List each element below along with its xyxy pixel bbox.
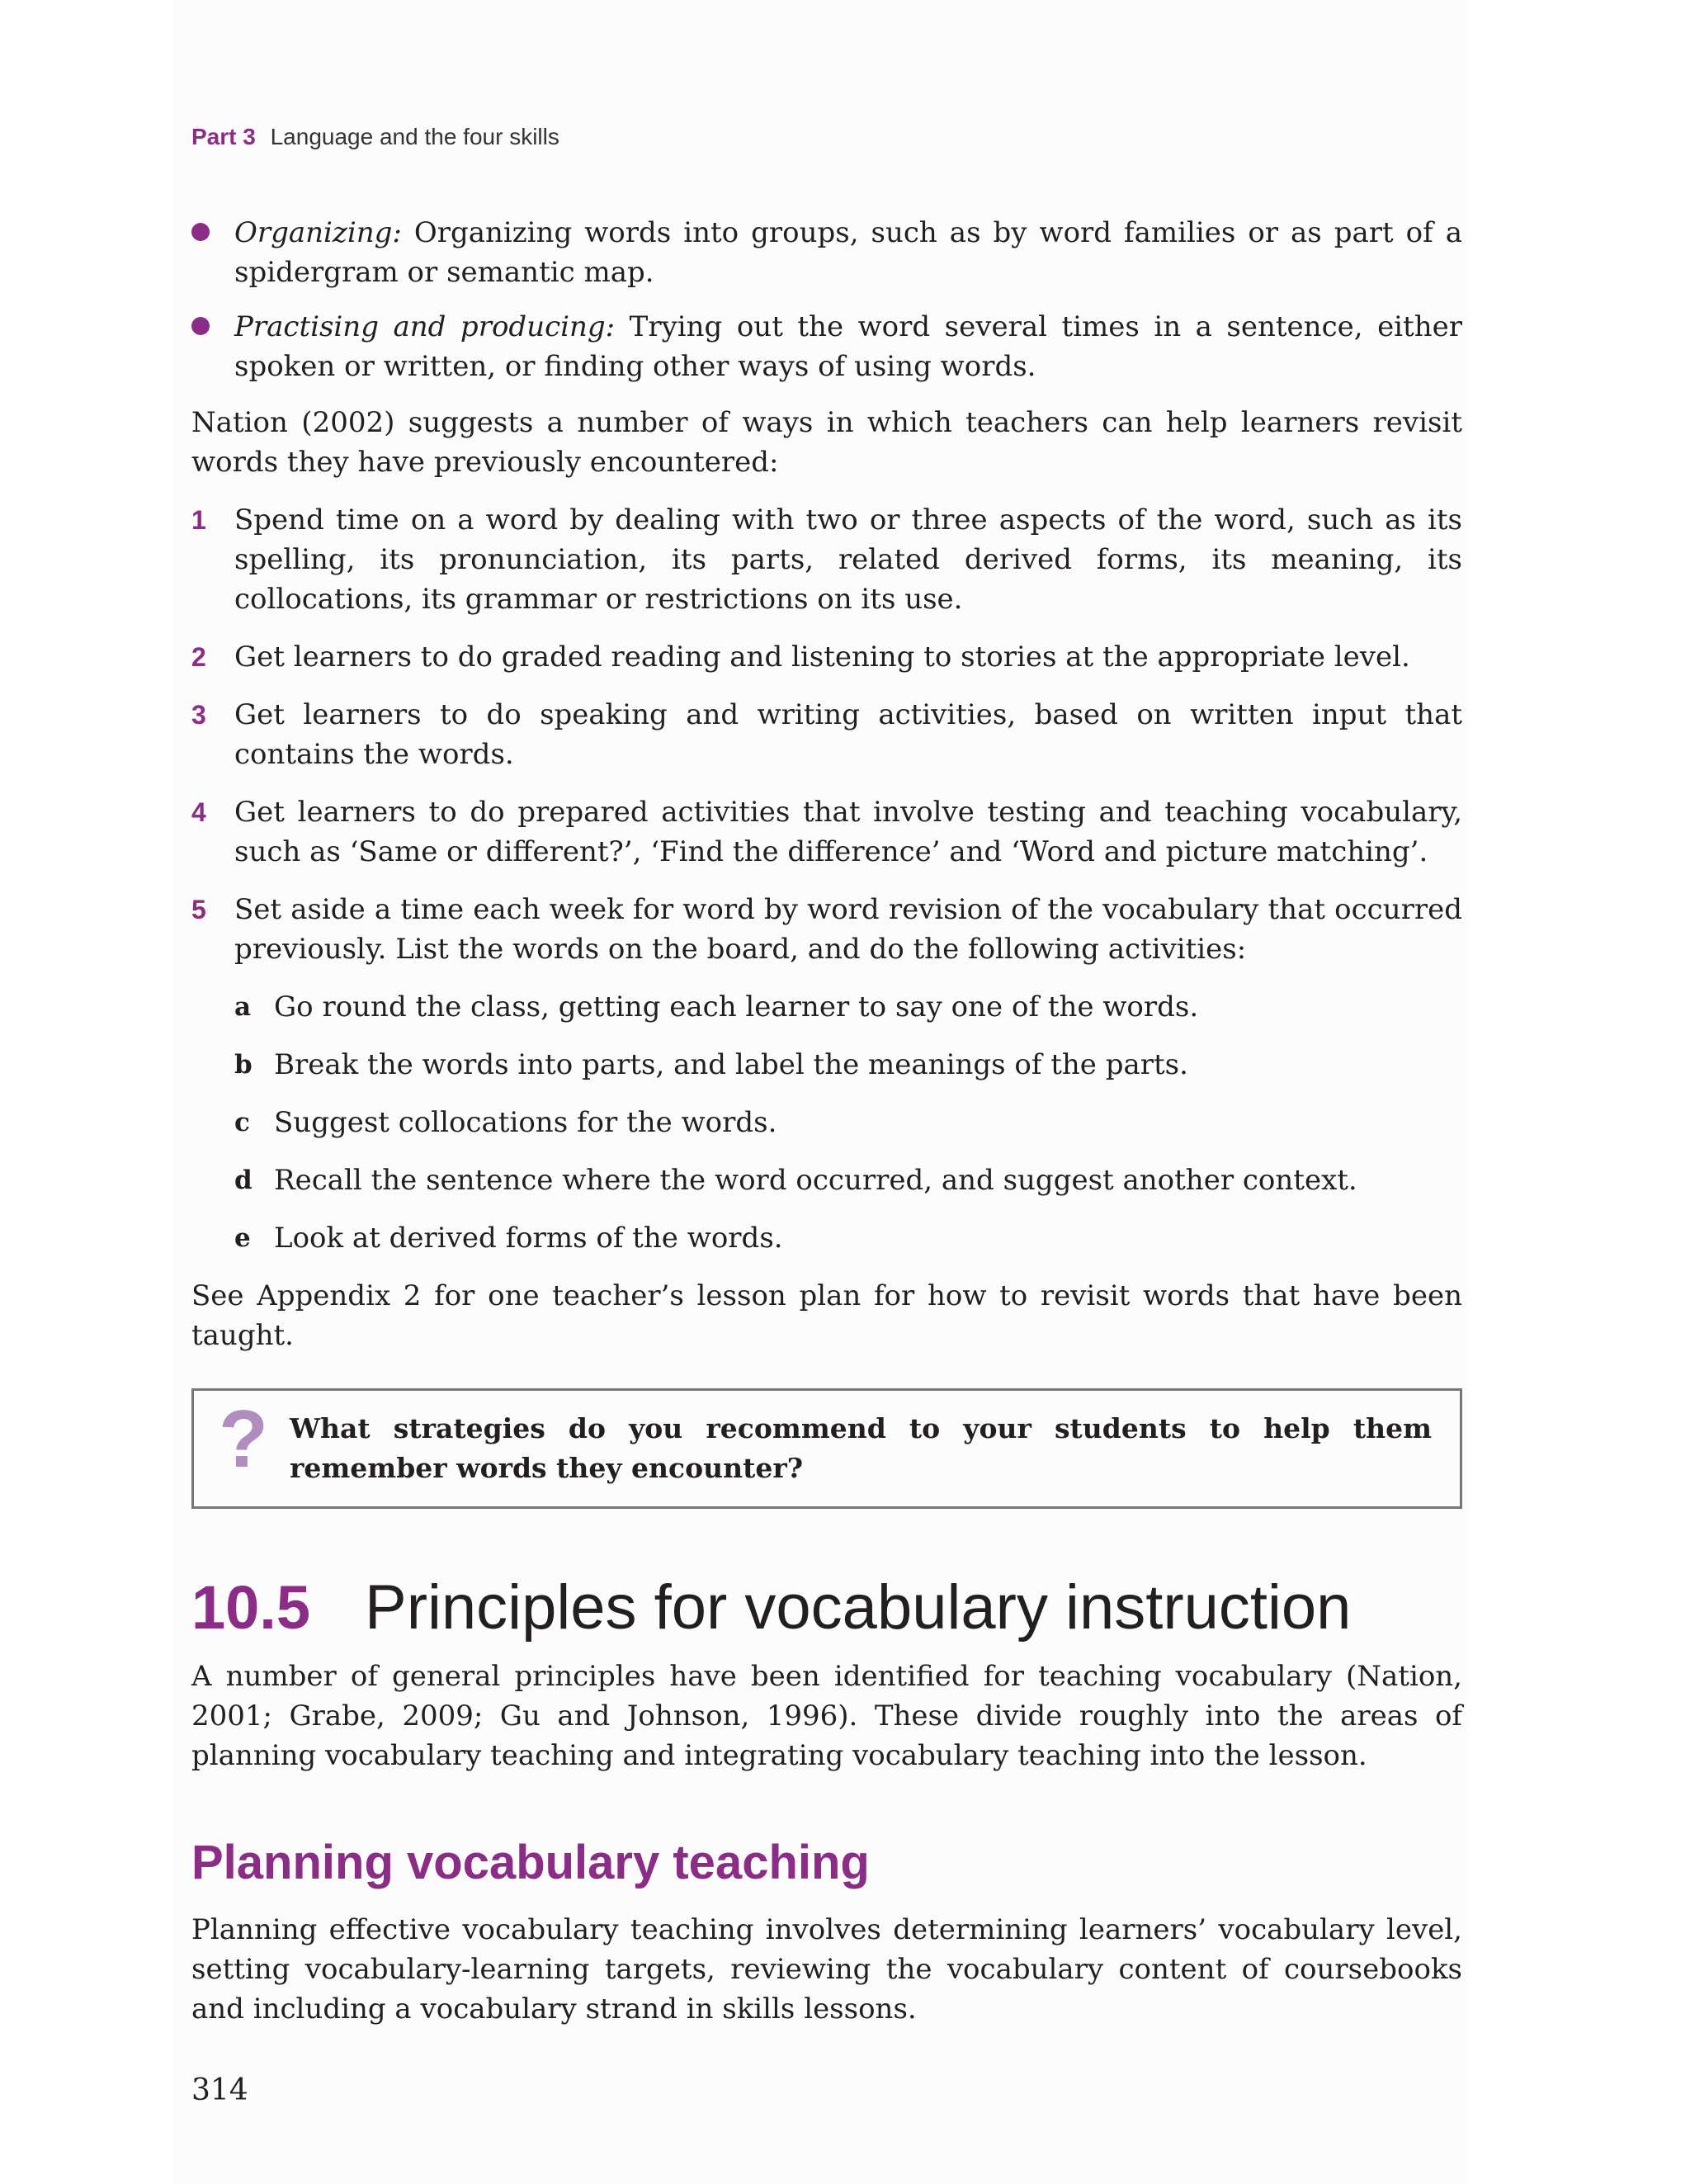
item-number: 1 <box>191 505 206 535</box>
numbered-item <box>191 637 1462 677</box>
section-paragraph: A number of general principles have been identified for teaching vocabulary (Nation, 2001; Grabe, 2009; Gu and Johnson, 1996). These divide roughly into the areas of planning vocabulary teaching and integrating vocabulary teaching into the lesson. <box>191 1660 1462 1772</box>
sub-item <box>234 1218 1462 1258</box>
subsection-heading: Planning vocabulary teaching <box>191 1836 870 1889</box>
section-number: 10.5 <box>191 1573 311 1642</box>
page-number: 314 <box>191 2073 248 2107</box>
bullet-item <box>191 213 1462 292</box>
sub-item-text: Suggest collocations for the words. <box>274 1106 777 1139</box>
revision-activity-list <box>234 987 1462 1258</box>
sub-item <box>234 1161 1462 1200</box>
sub-item-letter: c <box>234 1108 250 1137</box>
sub-item-text: Go round the class, getting each learner to say one of the words. <box>274 990 1199 1023</box>
bullet-text: Organizing words into groups, such as by word families or as part of a spidergram or semantic map. <box>234 216 1462 289</box>
reflection-question-text: What strategies do you recommend to your students to help them remember words they encounter? <box>290 1412 1432 1484</box>
running-head <box>191 124 1462 150</box>
item-text: Set aside a time each week for word by word revision of the vocabulary that occurred previously. List the words on the board, and do the following activities: <box>234 893 1462 966</box>
sub-item-text: Recall the sentence where the word occurred, and suggest another context. <box>274 1164 1357 1197</box>
item-text: Get learners to do graded reading and listening to stories at the appropriate level. <box>234 641 1410 674</box>
bullet-label: Organizing: <box>234 216 402 249</box>
numbered-item <box>191 792 1462 872</box>
item-text: Spend time on a word by dealing with two or three aspects of the word, such as its spelling, its pronunciation, its parts, related derived forms, its meaning, its collocations, its grammar or restrictions on its use. <box>234 503 1462 616</box>
bullet-label: Practising and producing: <box>234 310 616 343</box>
numbered-item <box>191 500 1462 619</box>
item-number: 4 <box>191 797 206 827</box>
bullet-icon <box>191 317 210 335</box>
appendix-paragraph: See Appendix 2 for one teacher’s lesson plan for how to revisit words that have been taught. <box>191 1279 1462 1352</box>
bullet-icon <box>191 223 210 241</box>
revisit-numbered-list <box>191 500 1462 1258</box>
reflection-question-box <box>191 1388 1462 1509</box>
bullet-item <box>191 307 1462 386</box>
section-title: Principles for vocabulary instruction <box>365 1572 1352 1643</box>
sub-item <box>234 1103 1462 1142</box>
item-text: Get learners to do speaking and writing activities, based on written input that contains the words. <box>234 698 1462 771</box>
running-head-part: Part 3 <box>191 124 256 149</box>
item-number: 2 <box>191 642 206 672</box>
sub-item <box>234 1045 1462 1085</box>
subsection-paragraph: Planning effective vocabulary teaching involves determining learners’ vocabulary level, setting vocabulary-learning targets, reviewing the vocabulary content of coursebooks and including a vocabulary strand in skills lessons. <box>191 1913 1462 2026</box>
section-heading <box>191 1572 1462 1643</box>
sub-item <box>234 987 1462 1027</box>
sub-item-letter: d <box>234 1165 253 1195</box>
sub-item-text: Break the words into parts, and label the meanings of the parts. <box>274 1048 1188 1081</box>
sub-item-letter: b <box>234 1050 253 1080</box>
numbered-item <box>191 695 1462 774</box>
sub-item-text: Look at derived forms of the words. <box>274 1222 783 1255</box>
page-content <box>191 124 1462 2107</box>
numbered-item <box>191 890 1462 1258</box>
strategy-bullet-list <box>191 213 1462 386</box>
question-mark-icon: ? <box>219 1393 268 1484</box>
bullet-text: Trying out the word several times in a sentence, either spoken or written, or finding other ways of using words. <box>234 310 1462 383</box>
item-number: 3 <box>191 700 206 730</box>
running-head-title: Language and the four skills <box>270 124 559 149</box>
item-number: 5 <box>191 895 206 924</box>
sub-item-letter: e <box>234 1223 251 1253</box>
sub-item-letter: a <box>234 992 252 1022</box>
item-text: Get learners to do prepared activities that involve testing and teaching vocabulary, such as ‘Same or different?’, ‘Find the difference’ and ‘Word and picture matching’. <box>234 796 1462 868</box>
intro-paragraph: Nation (2002) suggests a number of ways in which teachers can help learners revisit words they have previously encountered: <box>191 406 1462 479</box>
